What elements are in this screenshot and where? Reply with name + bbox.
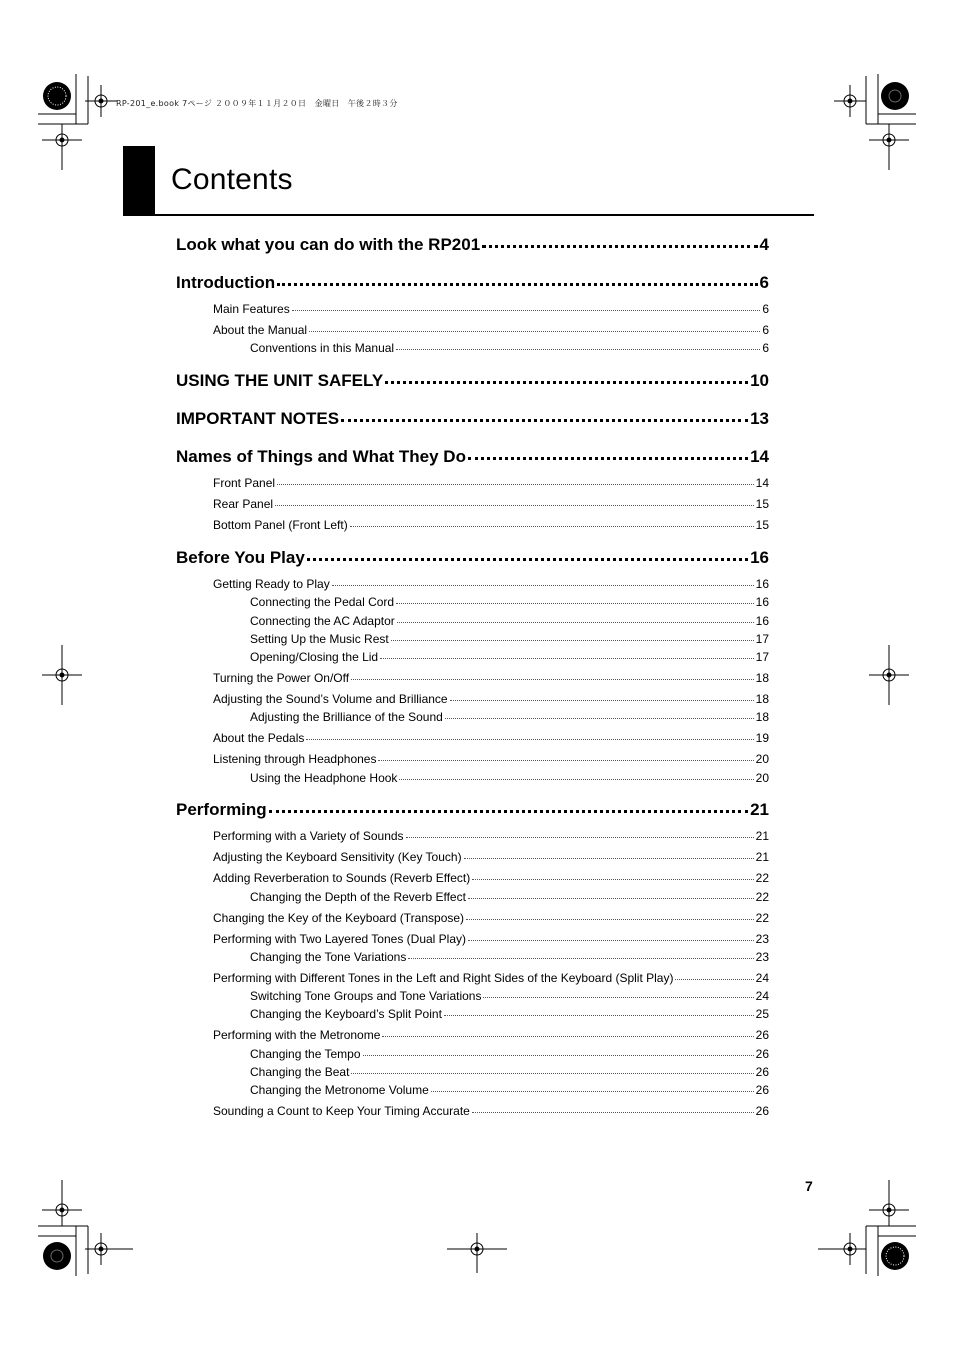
toc-entry-page: 21: [755, 829, 769, 843]
toc-entry-page: 18: [755, 710, 769, 724]
toc-subsection-entry[interactable]: [213, 829, 769, 843]
dot-leader: [466, 919, 754, 920]
toc-subsection-entry[interactable]: [250, 950, 769, 964]
dot-leader: [275, 505, 754, 506]
dot-leader: [450, 700, 754, 701]
toc-subsection-entry[interactable]: [213, 752, 769, 766]
dot-leader: [468, 457, 748, 460]
dot-leader: [269, 810, 748, 813]
toc-entry-page: 18: [755, 692, 769, 706]
dot-leader: [382, 1036, 753, 1037]
dot-leader: [350, 526, 754, 527]
toc-entry-label: Connecting the Pedal Cord: [250, 595, 395, 609]
toc-entry-label: Performing with Two Layered Tones (Dual Play): [213, 932, 467, 946]
toc-entry-page: 6: [762, 341, 769, 355]
toc-subsection-entry[interactable]: [250, 1083, 769, 1097]
toc-subsection-entry[interactable]: [250, 614, 769, 628]
toc-entry-page: 23: [755, 932, 769, 946]
toc-subsection-entry[interactable]: [213, 871, 769, 885]
toc-entry-label: Introduction: [176, 273, 276, 292]
toc-subsection-entry[interactable]: [213, 671, 769, 685]
toc-section-entry[interactable]: [176, 371, 769, 391]
toc-entry-page: 16: [755, 595, 769, 609]
toc-entry-label: About the Manual: [213, 323, 308, 337]
toc-entry-page: 24: [755, 971, 769, 985]
dot-leader: [351, 1073, 753, 1074]
dot-leader: [472, 1112, 754, 1113]
toc-entry-label: IMPORTANT NOTES: [176, 409, 340, 428]
toc-entry-page: 23: [755, 950, 769, 964]
toc-entry-label: Changing the Beat: [250, 1065, 350, 1079]
toc-entry-label: Changing the Key of the Keyboard (Transpose): [213, 911, 465, 925]
toc-subsection-entry[interactable]: [213, 518, 769, 532]
toc-entry-page: 16: [755, 614, 769, 628]
dot-leader: [482, 245, 757, 248]
dot-leader: [444, 1015, 754, 1016]
title-bar-decoration: [123, 146, 155, 216]
toc-section-entry[interactable]: [176, 235, 769, 255]
print-header: RP-201_e.book 7ページ ２００９年１１月２０日 金曜日 午後２時３分: [116, 99, 398, 108]
dot-leader: [406, 837, 754, 838]
toc-entry-page: 10: [750, 371, 769, 390]
toc-entry-label: Performing with Different Tones in the Left and Right Sides of the Keyboard (Split Play): [213, 971, 674, 985]
dot-leader: [391, 640, 754, 641]
toc-entry-label: Names of Things and What They Do: [176, 447, 466, 466]
toc-entry-page: 22: [755, 871, 769, 885]
toc-entry-label: Changing the Metronome Volume: [250, 1083, 429, 1097]
toc-entry-label: Setting Up the Music Rest: [250, 632, 389, 646]
title-rule: [123, 214, 814, 216]
dot-leader: [380, 658, 754, 659]
toc-entry-page: 14: [750, 447, 769, 466]
toc-entry-page: 21: [755, 850, 769, 864]
page-title: Contents: [171, 163, 293, 196]
toc-entry-label: Getting Ready to Play: [213, 577, 330, 591]
toc-entry-page: 13: [750, 409, 769, 428]
toc-subsection-entry[interactable]: [250, 771, 769, 785]
toc-entry-page: 26: [755, 1028, 769, 1042]
dot-leader: [307, 558, 748, 561]
toc-subsection-entry[interactable]: [250, 1065, 769, 1079]
toc-entry-label: USING THE UNIT SAFELY: [176, 371, 384, 390]
toc-entry-label: Adjusting the Brilliance of the Sound: [250, 710, 443, 724]
toc-subsection-entry[interactable]: [250, 1047, 769, 1061]
toc-entry-page: 17: [755, 650, 769, 664]
toc-entry-label: Connecting the AC Adaptor: [250, 614, 395, 628]
dot-leader: [292, 310, 761, 311]
toc-entry-page: 15: [755, 518, 769, 532]
toc-entry-label: Rear Panel: [213, 497, 274, 511]
toc-entry-label: Performing with the Metronome: [213, 1028, 381, 1042]
dot-leader: [399, 779, 753, 780]
page-number: 7: [805, 1178, 813, 1194]
dot-leader: [468, 940, 754, 941]
toc-entry-page: 20: [755, 752, 769, 766]
toc-subsection-entry[interactable]: [250, 1007, 769, 1021]
toc-entry-page: 4: [759, 235, 769, 254]
toc-subsection-entry[interactable]: [250, 650, 769, 664]
dot-leader: [351, 679, 754, 680]
toc-entry-label: Changing the Tempo: [250, 1047, 361, 1061]
toc-subsection-entry[interactable]: [213, 1028, 769, 1042]
toc-entry-label: Switching Tone Groups and Tone Variations: [250, 989, 482, 1003]
toc-entry-page: 16: [750, 548, 769, 567]
toc-section-entry[interactable]: [176, 273, 769, 293]
dot-leader: [472, 879, 753, 880]
toc-entry-page: 26: [755, 1065, 769, 1079]
toc-entry-page: 26: [755, 1104, 769, 1118]
dot-leader: [483, 997, 753, 998]
toc-subsection-entry[interactable]: [213, 971, 769, 985]
dot-leader: [309, 331, 760, 332]
toc-entry-label: Bottom Panel (Front Left): [213, 518, 348, 532]
toc-subsection-entry[interactable]: [213, 577, 769, 591]
dot-leader: [445, 718, 754, 719]
toc-entry-page: 6: [759, 273, 769, 292]
toc-subsection-entry[interactable]: [250, 341, 769, 355]
dot-leader: [468, 898, 754, 899]
toc-subsection-entry[interactable]: [250, 890, 769, 904]
toc-entry-label: Sounding a Count to Keep Your Timing Accurate: [213, 1104, 470, 1118]
toc-entry-page: 22: [755, 911, 769, 925]
toc-entry-page: 14: [755, 476, 769, 490]
dot-leader: [363, 1055, 754, 1056]
toc-entry-label: Performing with a Variety of Sounds: [213, 829, 404, 843]
toc-entry-page: 16: [755, 577, 769, 591]
toc-entry-page: 19: [755, 731, 769, 745]
dot-leader: [431, 1091, 754, 1092]
toc-entry-page: 6: [762, 302, 769, 316]
dot-leader: [675, 979, 753, 980]
toc-section-entry[interactable]: [176, 800, 769, 820]
toc-entry-label: Changing the Keyboard’s Split Point: [250, 1007, 442, 1021]
toc-entry-label: Performing: [176, 800, 267, 819]
toc-entry-label: Adjusting the Keyboard Sensitivity (Key Touch): [213, 850, 462, 864]
toc-subsection-entry[interactable]: [250, 632, 769, 646]
toc-entry-label: Turning the Power On/Off: [213, 671, 350, 685]
toc-subsection-entry[interactable]: [213, 932, 769, 946]
toc-section-entry[interactable]: [176, 409, 769, 429]
toc-entry-label: Listening through Headphones: [213, 752, 377, 766]
toc-subsection-entry[interactable]: [213, 731, 769, 745]
dot-leader: [397, 622, 754, 623]
toc-entry-label: Look what you can do with the RP201: [176, 235, 481, 254]
toc-entry-label: Conventions in this Manual: [250, 341, 395, 355]
dot-leader: [385, 381, 748, 384]
dot-leader: [341, 419, 748, 422]
dot-leader: [396, 603, 754, 604]
dot-leader: [277, 283, 757, 286]
toc-entry-label: Front Panel: [213, 476, 276, 490]
toc-entry-page: 24: [755, 989, 769, 1003]
toc-subsection-entry[interactable]: [213, 850, 769, 864]
toc-entry-page: 26: [755, 1083, 769, 1097]
toc-entry-page: 18: [755, 671, 769, 685]
dot-leader: [396, 349, 760, 350]
toc-entry-page: 20: [755, 771, 769, 785]
toc-entry-label: About the Pedals: [213, 731, 305, 745]
toc-subsection-entry[interactable]: [213, 692, 769, 706]
toc-entry-label: Adding Reverberation to Sounds (Reverb Effect): [213, 871, 471, 885]
toc-entry-label: Changing the Depth of the Reverb Effect: [250, 890, 466, 904]
toc-subsection-entry[interactable]: [213, 1104, 769, 1118]
toc-entry-page: 25: [755, 1007, 769, 1021]
toc-subsection-entry[interactable]: [213, 911, 769, 925]
toc-subsection-entry[interactable]: [213, 476, 769, 490]
dot-leader: [306, 739, 753, 740]
toc-entry-page: 6: [762, 323, 769, 337]
toc-entry-label: Using the Headphone Hook: [250, 771, 398, 785]
toc-entry-page: 21: [750, 800, 769, 819]
toc-entry-label: Changing the Tone Variations: [250, 950, 407, 964]
toc-subsection-entry[interactable]: [213, 323, 769, 337]
toc-entry-page: 17: [755, 632, 769, 646]
toc-entry-page: 22: [755, 890, 769, 904]
toc-entry-label: Adjusting the Sound’s Volume and Brilliance: [213, 692, 448, 706]
toc-subsection-entry[interactable]: [250, 989, 769, 1003]
toc-subsection-entry[interactable]: [250, 595, 769, 609]
toc-section-entry[interactable]: [176, 447, 769, 467]
dot-leader: [332, 585, 754, 586]
dot-leader: [408, 958, 753, 959]
dot-leader: [378, 760, 753, 761]
dot-leader: [277, 484, 754, 485]
toc-subsection-entry[interactable]: [213, 302, 769, 316]
toc-entry-label: Opening/Closing the Lid: [250, 650, 379, 664]
toc-entry-label: Before You Play: [176, 548, 305, 567]
toc-entry-page: 26: [755, 1047, 769, 1061]
dot-leader: [464, 858, 754, 859]
toc-section-entry[interactable]: [176, 548, 769, 568]
toc-subsection-entry[interactable]: [250, 710, 769, 724]
toc-entry-label: Main Features: [213, 302, 290, 316]
toc-subsection-entry[interactable]: [213, 497, 769, 511]
toc-entry-page: 15: [755, 497, 769, 511]
